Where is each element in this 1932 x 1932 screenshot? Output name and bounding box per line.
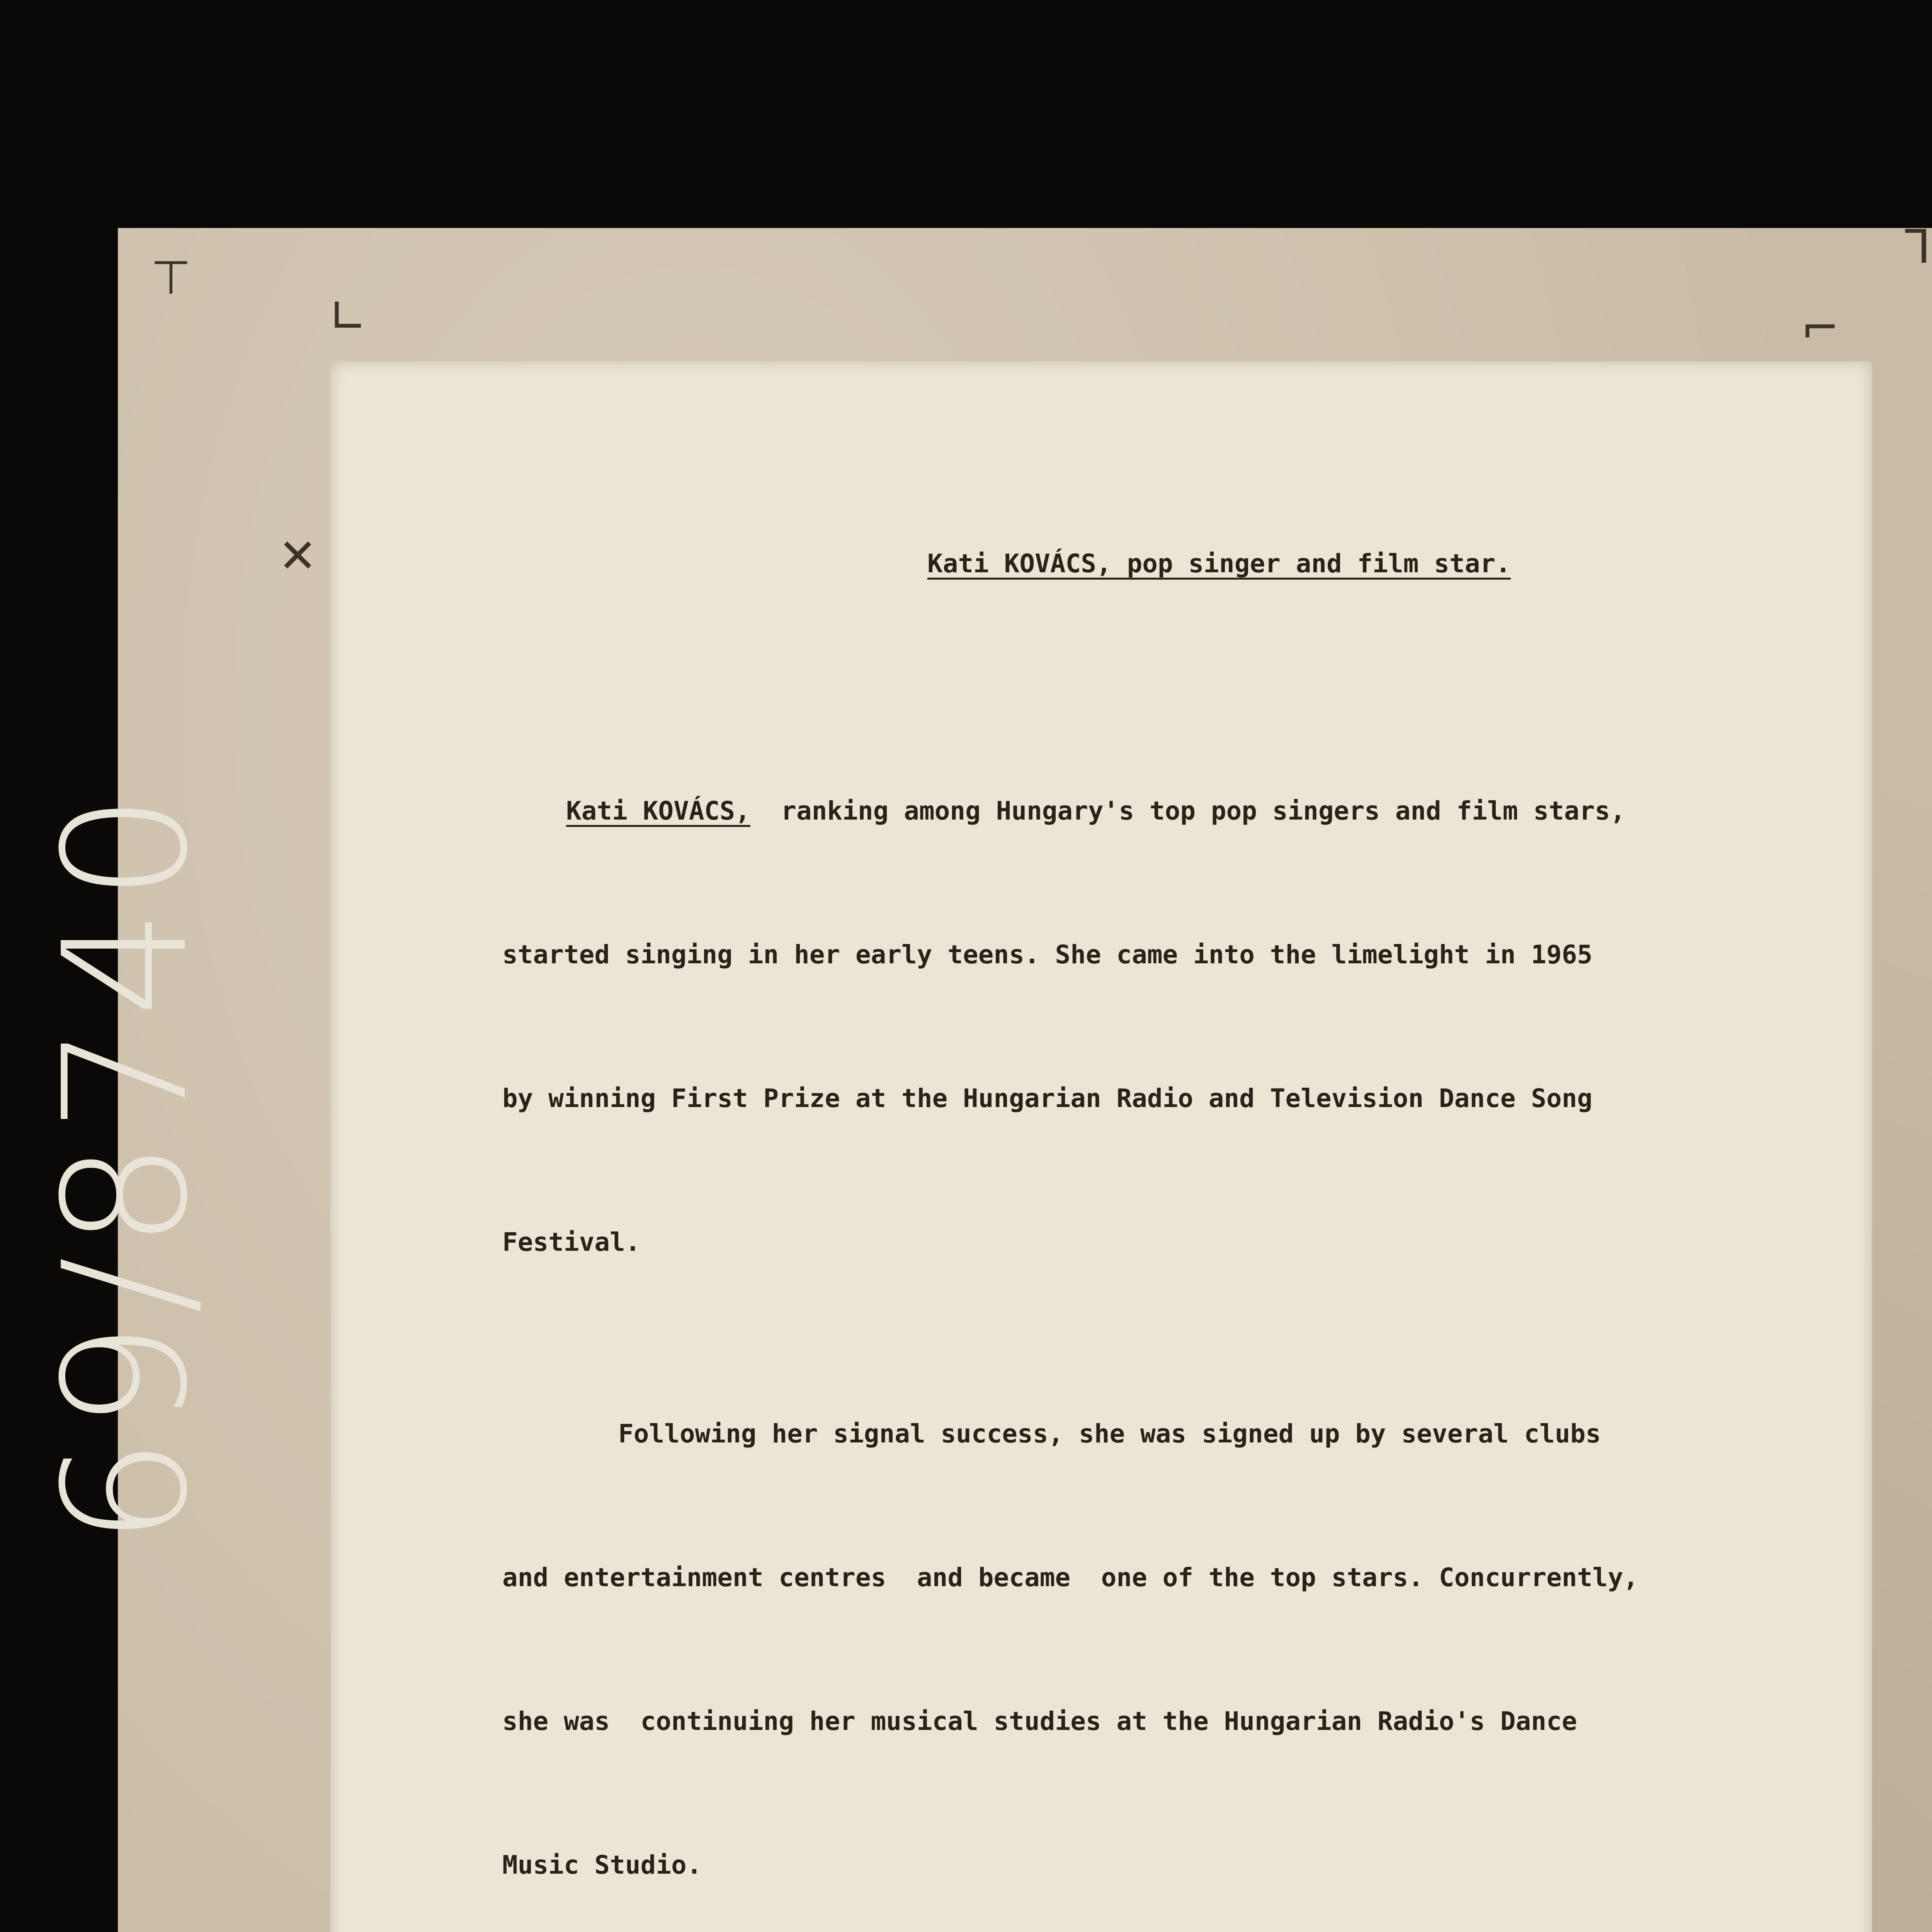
cross-mark-left-upper: ✕ — [278, 529, 317, 583]
paragraph-1-line-2: started singing in her early teens. She came into the limelight in 1965 — [502, 940, 1593, 969]
paragraph-1-line-1: Kati KOVÁCS, ranking among Hungary's top pop singers and film stars, — [566, 796, 1626, 826]
document-body — [502, 643, 1638, 1932]
paragraph-2-line-2: and entertainment centres and became one of the top stars. Concurrently, — [502, 1563, 1639, 1592]
negative-number: 69/8740 — [27, 785, 225, 1546]
corner-mark-top-left-inner: ∟ — [328, 290, 367, 344]
paragraph-2-line-1: Following her signal success, she was signed up by several clubs — [618, 1419, 1601, 1449]
subject-name: Kati KOVÁCS, — [566, 796, 750, 826]
paragraph-2-line-3: she was continuing her musical studies at the Hungarian Radio's Dance — [502, 1706, 1577, 1736]
corner-mark-top-left: ⊤ — [151, 251, 191, 305]
corner-mark-top-right-outer: ⅂ — [1905, 220, 1931, 274]
paragraph-1-line-3: by winning First Prize at the Hungarian Radio and Television Dance Song — [502, 1083, 1593, 1113]
paragraph-2-line-4: Music Studio. — [502, 1850, 702, 1880]
corner-mark-top-right: ⌐ — [1801, 301, 1840, 355]
document-title: Kati KOVÁCS, pop singer and film star. — [927, 549, 1511, 578]
paragraph-1-line-4: Festival. — [502, 1227, 641, 1257]
